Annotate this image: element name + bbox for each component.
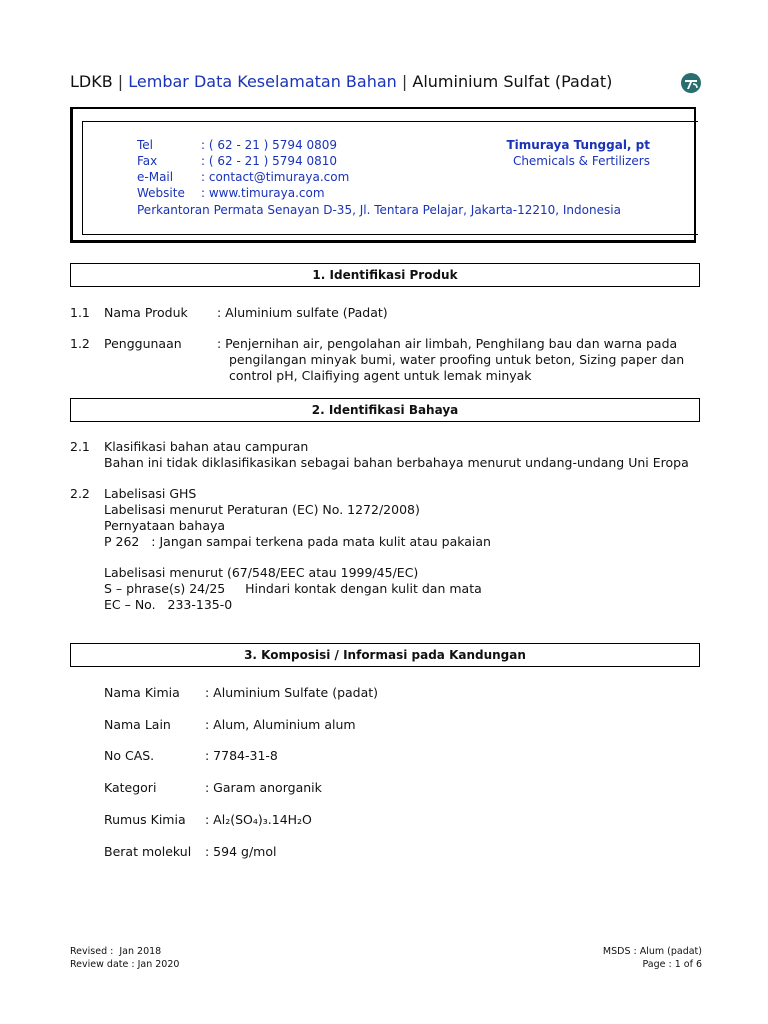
section2-item2-line7: EC – No. 233-135-0 bbox=[104, 597, 233, 612]
composition-label: Nama Lain bbox=[104, 717, 171, 732]
email-label: e-Mail bbox=[137, 170, 174, 184]
section1-item2-line2: pengilangan minyak bumi, water proofing untuk beton, Sizing paper dan bbox=[229, 352, 685, 367]
composition-label: Nama Kimia bbox=[104, 685, 180, 700]
section1-item2-label: Penggunaan bbox=[104, 336, 182, 351]
composition-value: : 594 g/mol bbox=[205, 844, 277, 859]
website-value[interactable]: : www.timuraya.com bbox=[201, 186, 325, 200]
section2-item1-line1: Klasifikasi bahan atau campuran bbox=[104, 439, 309, 454]
footer-review-date: Review date : Jan 2020 bbox=[70, 959, 180, 970]
section1-title: 1. Identifikasi Produk bbox=[70, 263, 700, 287]
header-product: Aluminium Sulfat (Padat) bbox=[412, 72, 613, 91]
fax-value: : ( 62 - 21 ) 5794 0810 bbox=[201, 154, 338, 168]
company-name-text: Timuraya Tunggal, pt bbox=[506, 138, 650, 152]
section2-title: 2. Identifikasi Bahaya bbox=[70, 398, 700, 422]
section1-item2-line1: : Penjernihan air, pengolahan air limbah, Penghilang bau dan warna pada bbox=[217, 336, 678, 351]
section2-item2-line3: Pernyataan bahaya bbox=[104, 518, 226, 533]
footer-msds: MSDS : Alum (padat) bbox=[602, 946, 702, 957]
section3-title: 3. Komposisi / Informasi pada Kandungan bbox=[70, 643, 700, 667]
composition-value: : Aluminium Sulfate (padat) bbox=[205, 685, 379, 700]
composition-value: : Al₂(SO₄)₃.14H₂O bbox=[205, 812, 312, 827]
document-header bbox=[70, 72, 612, 91]
header-title: Lembar Data Keselamatan Bahan bbox=[128, 72, 397, 91]
header-separator: | bbox=[117, 72, 124, 91]
section1-item2-line3: control pH, Claifiying agent untuk lemak minyak bbox=[229, 368, 532, 383]
tel-label: Tel bbox=[137, 138, 154, 152]
section2-item2-line6: S – phrase(s) 24/25 Hindari kontak dengan kulit dan mata bbox=[104, 581, 482, 596]
header-abbr: LDKB bbox=[70, 72, 113, 91]
company-subtitle: Chemicals & Fertilizers bbox=[512, 154, 650, 168]
composition-label: No CAS. bbox=[104, 748, 155, 763]
composition-label: Kategori bbox=[104, 780, 157, 795]
section2-item2-line4: P 262 : Jangan sampai terkena pada mata kulit atau pakaian bbox=[104, 534, 491, 549]
composition-value: : 7784-31-8 bbox=[205, 748, 278, 763]
section2-item2-line2: Labelisasi menurut Peraturan (EC) No. 1272/2008) bbox=[104, 502, 420, 517]
section2-item2-line5: Labelisasi menurut (67/548/EEC atau 1999/45/EC) bbox=[104, 565, 419, 580]
website-label: Website bbox=[137, 186, 185, 200]
section1-item1-label: Nama Produk bbox=[104, 305, 188, 320]
section1-item2-num: 1.2 bbox=[70, 336, 90, 351]
composition-value: : Garam anorganik bbox=[205, 780, 322, 795]
tel-value: : ( 62 - 21 ) 5794 0809 bbox=[201, 138, 338, 152]
email-value[interactable]: : contact@timuraya.com bbox=[201, 170, 350, 184]
timuraya-logo-icon bbox=[680, 72, 702, 94]
composition-value: : Alum, Aluminium alum bbox=[205, 717, 356, 732]
section2-item1-num: 2.1 bbox=[70, 439, 90, 454]
section1-item1-num: 1.1 bbox=[70, 305, 90, 320]
composition-label: Berat molekul bbox=[104, 844, 192, 859]
section2-item2-num: 2.2 bbox=[70, 486, 90, 501]
company-name bbox=[507, 138, 651, 152]
fax-label: Fax bbox=[137, 154, 158, 168]
header-separator-2: | bbox=[401, 72, 408, 91]
footer-revised: Revised : Jan 2018 bbox=[70, 946, 162, 957]
section1-item1-value: : Aluminium sulfate (Padat) bbox=[217, 305, 388, 320]
address-line: Perkantoran Permata Senayan D-35, Jl. Tentara Pelajar, Jakarta-12210, Indonesia bbox=[137, 203, 621, 217]
composition-label: Rumus Kimia bbox=[104, 812, 186, 827]
footer-page: Page : 1 of 6 bbox=[642, 959, 702, 970]
section2-item1-line2: Bahan ini tidak diklasifikasikan sebagai bahan berbahaya menurut undang-undang Uni Eropa bbox=[104, 455, 689, 470]
section2-item2-line1: Labelisasi GHS bbox=[104, 486, 197, 501]
